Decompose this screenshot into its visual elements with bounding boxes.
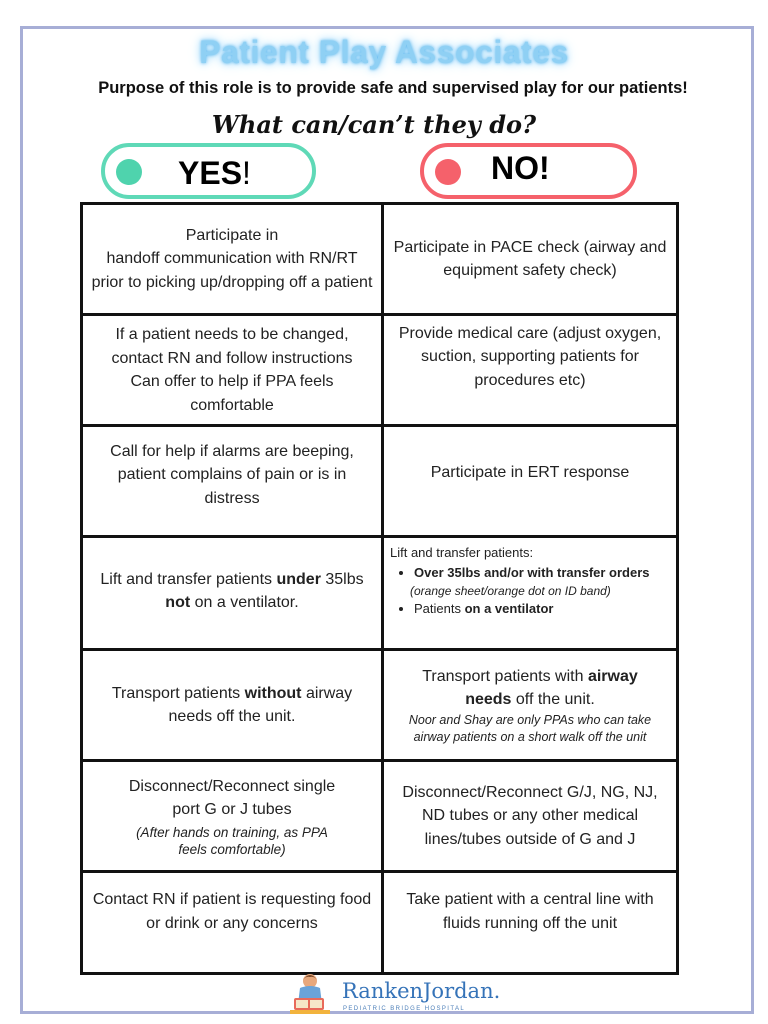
yes-cell-contact-rn	[83, 873, 381, 972]
text-part: Transport patients with	[422, 667, 588, 685]
yes-text: Participate in	[185, 226, 279, 244]
no-cell-tubes	[384, 762, 676, 870]
emphasis-under: under	[276, 570, 321, 588]
yes-label	[178, 155, 251, 192]
purpose-statement: Purpose of this role is to provide safe and supervised play for our patients!	[98, 79, 688, 97]
yes-text: If a patient needs to be changed, contact RN and follow instructions	[111, 326, 353, 367]
yes-cell-lift-transfer	[83, 538, 381, 648]
yes-cell-changing	[83, 316, 381, 424]
yes-text	[89, 568, 375, 615]
no-header	[420, 143, 637, 199]
brand-text: RankenJordan	[342, 979, 494, 1003]
green-dot-icon	[116, 159, 142, 185]
no-cell-central-line	[384, 873, 676, 972]
bullet-emphasis: on a ventilator	[464, 601, 554, 616]
bullet-item	[414, 600, 650, 618]
yes-cell-transport	[83, 651, 381, 759]
yes-no-table	[80, 202, 679, 975]
no-text: Disconnect/Reconnect G/J, NG, NJ, ND tubes or any other medical lines/tubes outside of G and J	[402, 783, 658, 848]
yes-text: Disconnect/Reconnect single port G or J tubes	[128, 777, 336, 818]
yes-text: handoff communication with RN/RT prior to picking up/dropping off a patient	[91, 250, 373, 291]
text-part: Lift and transfer patients	[100, 570, 277, 588]
bullet-text: Over 35lbs and/or with transfer orders	[414, 565, 650, 580]
text-part: on a ventilator.	[190, 594, 299, 611]
brand-mark: .	[493, 979, 501, 1003]
brand-name	[342, 979, 500, 1003]
yes-cell-tubes	[83, 762, 381, 870]
no-text: Participate in PACE check (airway and equipment safety check)	[393, 238, 667, 279]
no-note: Noor and Shay are only PPAs who can take airway patients on a short walk off the unit	[408, 712, 652, 744]
brand-tagline: PEDIATRIC BRIDGE HOSPITAL	[343, 1006, 466, 1012]
emphasis-airway-needs: airway needs	[465, 667, 638, 708]
yes-text	[101, 682, 363, 729]
no-cell-transport	[384, 651, 676, 759]
bullet-note: (orange sheet/orange dot on ID band)	[410, 584, 611, 598]
red-dot-icon	[435, 159, 461, 185]
no-bullet-list	[390, 564, 650, 618]
hospital-logo	[290, 972, 500, 1016]
yes-note: (After hands on training, as PPA feels comfortable)	[136, 824, 328, 857]
no-text: Participate in ERT response	[430, 464, 630, 482]
yes-header	[101, 143, 316, 199]
no-cell-ert	[384, 427, 676, 535]
page-title: Patient Play Associates	[199, 34, 569, 70]
no-cell-medical-care	[384, 316, 676, 424]
yes-text: Can offer to help if PPA feels comfortable	[130, 373, 334, 414]
no-text	[398, 665, 662, 712]
no-cell-pace-check	[384, 205, 676, 313]
yes-exclamation: !	[242, 155, 251, 191]
text-part: 35lbs	[320, 570, 364, 588]
text-part: off the unit.	[511, 691, 595, 708]
text-part: airway needs off the unit.	[168, 684, 353, 725]
yes-cell-call-for-help	[83, 427, 381, 535]
child-reading-icon	[290, 972, 336, 1016]
emphasis-without: without	[244, 684, 302, 702]
yes-text: Call for help if alarms are beeping, patient complains of pain or is in distress	[110, 442, 354, 507]
text-part: Transport patients	[111, 684, 245, 702]
no-text: Provide medical care (adjust oxygen, suction, supporting patients for procedures etc)	[398, 324, 662, 389]
no-label: NO!	[491, 150, 550, 186]
bullet-text: Patients	[414, 601, 465, 616]
yes-cell-handoff	[83, 205, 381, 313]
no-cell-lift-transfer	[384, 538, 676, 648]
bullet-item	[410, 564, 650, 600]
question-heading: What can/can’t they do?	[211, 110, 537, 139]
yes-text: Contact RN if patient is requesting food or drink or any concerns	[92, 891, 372, 932]
emphasis-not: not	[165, 594, 191, 611]
no-text: Take patient with a central line with fluids running off the unit	[406, 891, 654, 932]
no-text: Lift and transfer patients:	[390, 545, 534, 560]
yes-word: YES	[178, 155, 243, 191]
